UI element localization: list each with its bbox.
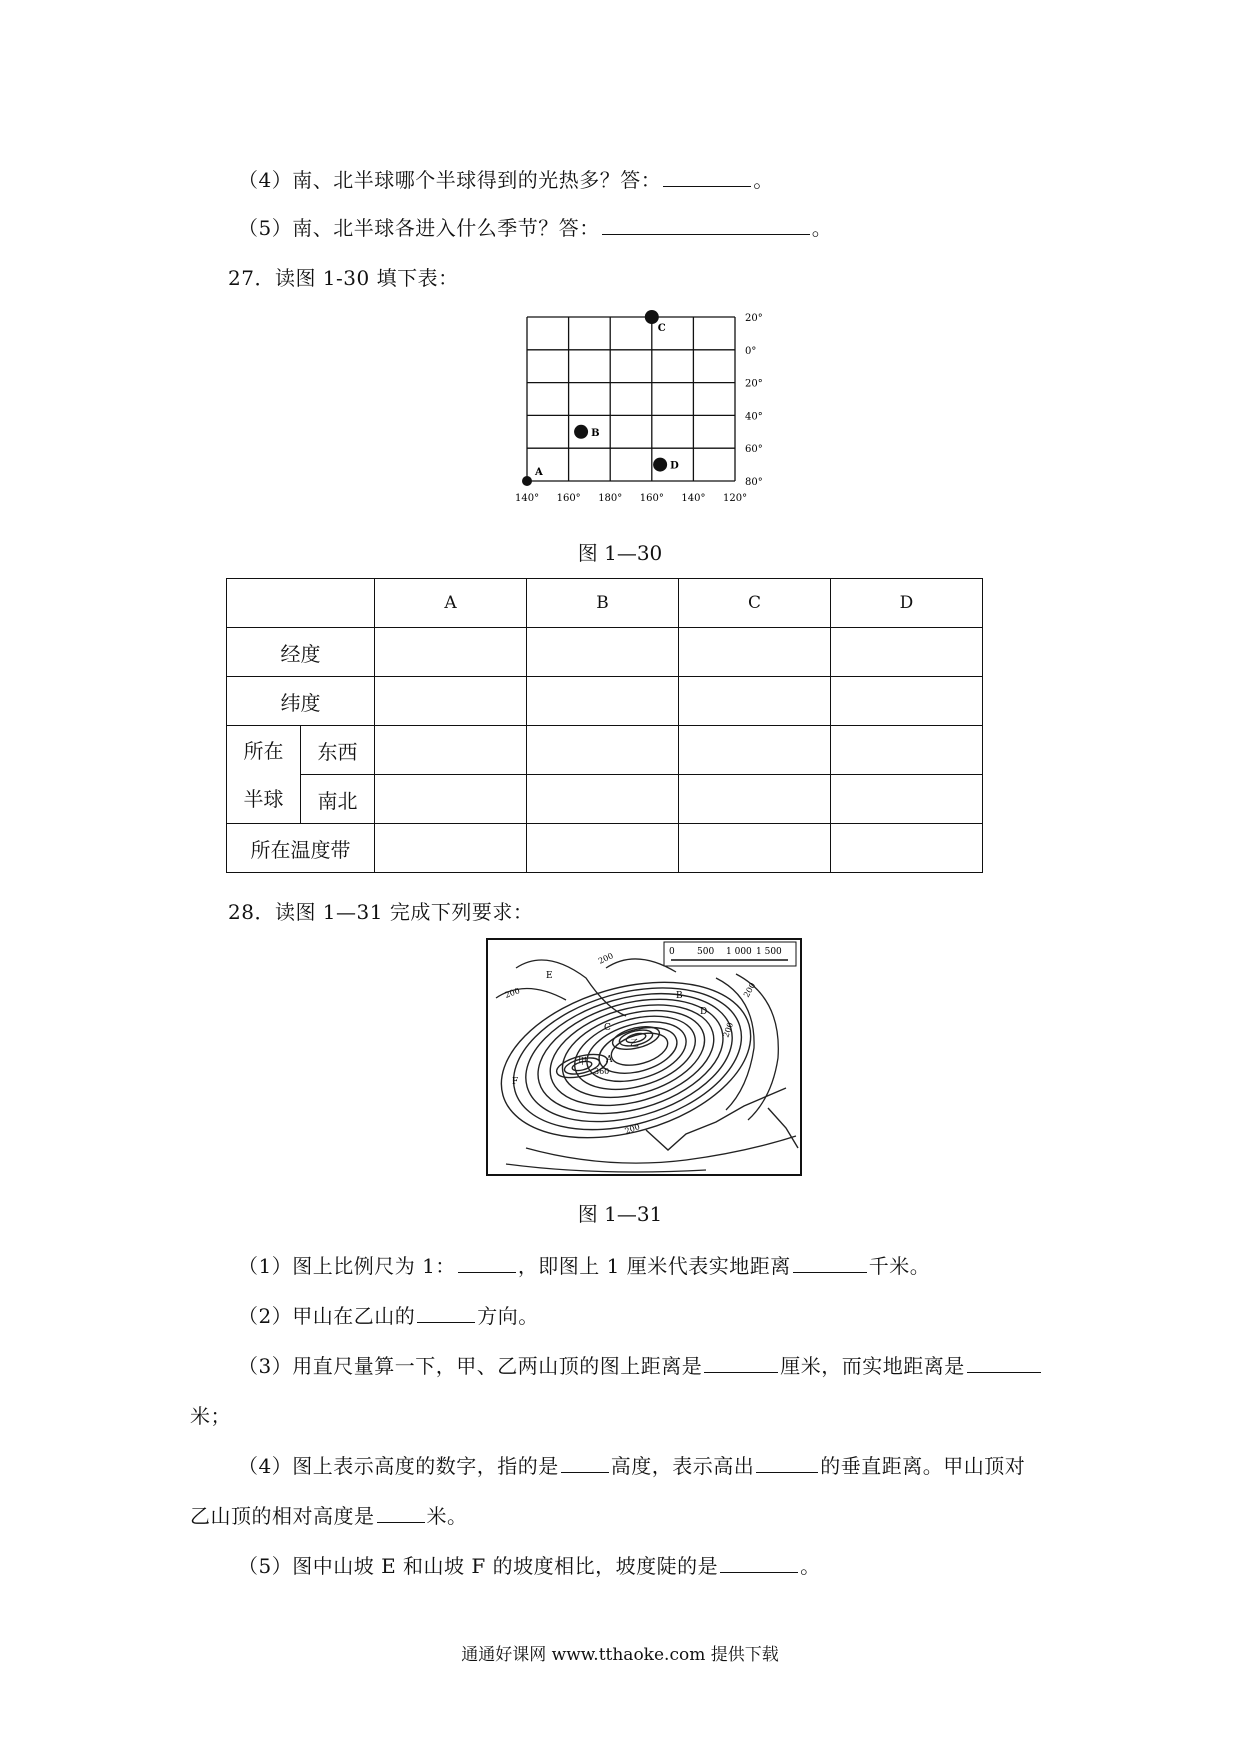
question-28-3-cont: 米；	[190, 1404, 231, 1428]
point-a-label: A	[535, 467, 543, 478]
longitude-label: 140°	[681, 493, 706, 504]
row-label-hemisphere	[227, 726, 301, 824]
question-28: 28．读图 1—31 完成下列要求：	[228, 900, 534, 924]
answer-cell[interactable]	[679, 677, 831, 726]
answer-table	[226, 578, 983, 873]
latitude-label: 20°	[745, 378, 763, 390]
scale-label-0: 0	[669, 947, 675, 957]
scale-label-1000: 1 000	[726, 947, 752, 957]
q28-2-b: 方向。	[477, 1304, 539, 1328]
contour-label: 200	[503, 986, 522, 1000]
answer-cell[interactable]	[375, 677, 527, 726]
figure-1-30-caption: 图 1—30	[577, 541, 663, 565]
figure-1-30-grid	[510, 306, 780, 516]
figure-1-31-caption: 图 1—31	[577, 1202, 663, 1226]
table-header-c: C	[679, 579, 831, 628]
answer-cell[interactable]	[831, 726, 983, 775]
answer-cell[interactable]	[375, 824, 527, 873]
figure-1-31-contour-map	[486, 938, 802, 1176]
latitude-label: 60°	[745, 444, 763, 456]
longitude-label: 180°	[598, 493, 623, 504]
answer-blank[interactable]	[377, 1504, 425, 1523]
q28-4-d: 乙山顶的相对高度是	[190, 1504, 375, 1528]
answer-cell[interactable]	[527, 775, 679, 824]
point-c-marker	[645, 310, 659, 324]
table-corner-cell	[227, 579, 375, 628]
question-27: 27．读图 1-30 填下表：	[228, 266, 459, 290]
point-label-c: C	[604, 1023, 611, 1033]
contour-label: 200	[597, 951, 615, 966]
table-row	[227, 824, 983, 873]
contour-label: 360	[594, 1067, 610, 1076]
answer-cell[interactable]	[527, 726, 679, 775]
question-26-5	[238, 212, 832, 241]
table-row	[227, 726, 983, 775]
q28-1-b: ，即图上 1 厘米代表实地距离	[517, 1254, 791, 1278]
table-header-b: B	[527, 579, 679, 628]
answer-cell[interactable]	[831, 775, 983, 824]
answer-cell[interactable]	[375, 775, 527, 824]
row-label-north-south: 南北	[301, 775, 375, 824]
table-header-d: D	[831, 579, 983, 628]
answer-blank[interactable]	[720, 1554, 798, 1573]
q28-5-a: （5）图中山坡 E 和山坡 F 的坡度相比，坡度陡的是	[238, 1554, 719, 1578]
question-28-2	[238, 1300, 539, 1329]
longitude-label: 160°	[556, 493, 581, 504]
answer-cell[interactable]	[679, 726, 831, 775]
hemisphere-label-2: 半球	[243, 786, 284, 811]
q28-3-b: 厘米，而实地距离是	[780, 1354, 965, 1378]
question-28-4	[238, 1450, 1025, 1479]
contour-label: 200	[741, 981, 758, 999]
q26-5-end: 。	[811, 216, 833, 240]
table-row	[227, 775, 983, 824]
longitude-label: 120°	[723, 493, 748, 504]
q26-5-text: （5）南、北半球各进入什么季节？答：	[238, 216, 600, 240]
point-label-d: D	[700, 1007, 708, 1017]
row-label-longitude: 经度	[227, 628, 375, 677]
question-26-4	[238, 164, 774, 193]
point-d-marker	[653, 458, 667, 472]
answer-blank[interactable]	[756, 1454, 818, 1473]
q28-1-a: （1）图上比例尺为 1：	[238, 1254, 456, 1278]
contour-label: 200	[721, 1021, 736, 1039]
question-28-4-cont	[190, 1500, 468, 1529]
answer-blank[interactable]	[663, 168, 751, 187]
point-label-b: B	[676, 991, 683, 1001]
contour-label: 200	[623, 1122, 642, 1136]
page-footer: 通通好课网 www.tthaoke.com 提供下载	[461, 1645, 779, 1665]
answer-cell[interactable]	[831, 824, 983, 873]
table-header-a: A	[375, 579, 527, 628]
answer-blank[interactable]	[561, 1454, 609, 1473]
latitude-label: 40°	[745, 411, 763, 423]
latitude-label: 80°	[745, 477, 763, 488]
row-label-east-west: 东西	[301, 726, 375, 775]
answer-cell[interactable]	[527, 628, 679, 677]
point-d-label: D	[670, 460, 679, 472]
peak-label-jia: 甲	[578, 1057, 588, 1067]
q28-3-a: （3）用直尺量算一下，甲、乙两山顶的图上距离是	[238, 1354, 703, 1378]
row-label-latitude: 纬度	[227, 677, 375, 726]
answer-blank[interactable]	[458, 1254, 516, 1273]
question-28-5	[238, 1550, 821, 1579]
answer-blank[interactable]	[793, 1254, 867, 1273]
latitude-label: 20°	[745, 313, 763, 324]
answer-blank[interactable]	[967, 1354, 1041, 1373]
answer-blank[interactable]	[704, 1354, 778, 1373]
question-28-3	[238, 1350, 1043, 1379]
q28-4-b: 高度，表示高出	[610, 1454, 755, 1478]
row-label-temp-zone: 所在温度带	[227, 824, 375, 873]
point-c-label: C	[657, 323, 666, 334]
hemisphere-label-1: 所在	[243, 738, 284, 763]
map-frame	[487, 939, 801, 1175]
point-a-marker	[522, 476, 532, 486]
q26-4-text: （4）南、北半球哪个半球得到的光热多？答：	[238, 168, 662, 192]
table-row	[227, 677, 983, 726]
table-row	[227, 628, 983, 677]
answer-cell[interactable]	[831, 677, 983, 726]
peak-label-yi: 乙	[630, 1039, 640, 1049]
q28-2-a: （2）甲山在乙山的	[238, 1304, 416, 1328]
q28-5-b: 。	[800, 1554, 821, 1578]
point-b-label: B	[591, 427, 600, 439]
point-label-f: F	[512, 1077, 519, 1087]
answer-cell[interactable]	[679, 775, 831, 824]
table-header-row	[227, 579, 983, 628]
answer-cell[interactable]	[375, 726, 527, 775]
answer-cell[interactable]	[375, 628, 527, 677]
answer-cell[interactable]	[679, 824, 831, 873]
scale-label-500: 500	[697, 947, 715, 957]
scale-label-1500: 1 500	[756, 947, 782, 957]
longitude-label: 160°	[639, 493, 664, 504]
point-label-e: E	[546, 971, 553, 981]
point-b-marker	[574, 425, 588, 439]
latitude-label: 0°	[745, 345, 757, 357]
answer-blank[interactable]	[602, 216, 810, 235]
q28-1-c: 千米。	[868, 1254, 931, 1278]
answer-cell[interactable]	[831, 628, 983, 677]
answer-cell[interactable]	[527, 824, 679, 873]
longitude-label: 140°	[515, 493, 540, 504]
q28-4-a: （4）图上表示高度的数字，指的是	[238, 1454, 559, 1478]
point-label-a: A	[606, 1055, 613, 1065]
answer-cell[interactable]	[527, 677, 679, 726]
question-28-1	[238, 1250, 930, 1279]
q28-4-e: 米。	[426, 1504, 468, 1528]
q28-4-c: 的垂直距离。甲山顶对	[820, 1454, 1026, 1478]
q26-4-end: 。	[753, 168, 774, 192]
answer-cell[interactable]	[679, 628, 831, 677]
answer-blank[interactable]	[417, 1304, 475, 1323]
